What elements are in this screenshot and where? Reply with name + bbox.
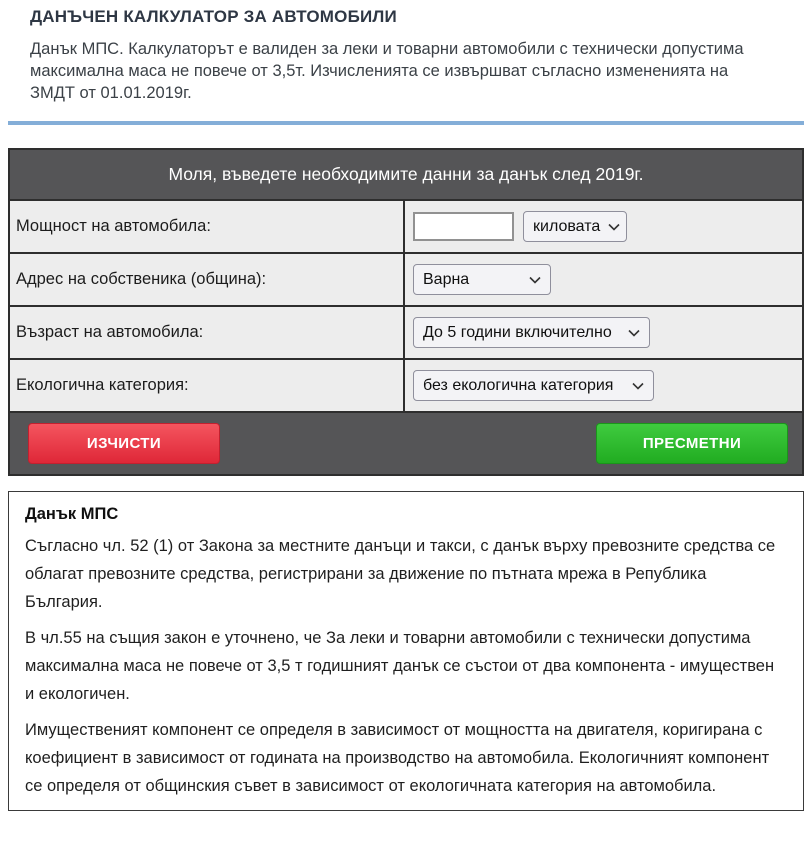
tax-form [8,148,804,476]
calculate-button[interactable]: ПРЕСМЕТНИ [596,423,788,464]
info-paragraph: В чл.55 на същия закон е уточнено, че За леки и товарни автомобили с технически допустима максимална маса не повече от 3,5 т годишният данък се състои от два компонента - имуществен и екологичен. [25,629,775,703]
eco-category-label: Екологична категория: [10,360,405,411]
eco-category-controls [405,360,802,411]
intro-section [0,0,812,104]
page-title: ДАНЪЧЕН КАЛКУЛАТОР ЗА АВТОМОБИЛИ [30,7,397,26]
form-header: Моля, въведете необходимите данни за данък след 2019г. [10,150,802,199]
power-unit-select[interactable] [523,211,627,242]
municipality-select[interactable] [413,264,551,295]
power-label: Мощност на автомобила: [10,201,405,252]
municipality-value: Варна [423,270,470,288]
intro-paragraph: Данък МПС. Калкулаторът е валиден за леки и товарни автомобили с технически допустима максимална маса не повече от 3,5т. Изчисленията се извършват съгласно измененията на ЗМДТ от 01.01.2019г. [30,40,744,102]
age-select[interactable] [413,317,650,348]
eco-category-select[interactable] [413,370,654,401]
section-divider [8,121,804,125]
form-row-power [10,199,802,252]
power-input[interactable] [413,212,514,241]
form-row-municipality [10,252,802,305]
municipality-controls [405,254,802,305]
eco-category-value: без екологична категория [423,376,614,394]
clear-button[interactable]: ИЗЧИСТИ [28,423,220,464]
power-unit-value: киловата [533,217,601,235]
chevron-down-icon [529,276,541,284]
age-controls [405,307,802,358]
info-paragraph: Имущественият компонент се определя в зависимост от мощността на двигателя, коригирана с коефициент в зависимост от годината на производство на автомобила. Екологичният компонент се определя от общинския съвет в зависимост от екологичната категория на автомобила. [25,721,770,795]
chevron-down-icon [632,382,644,390]
form-row-eco-category [10,358,802,411]
age-value: До 5 години включително [423,323,612,341]
age-label: Възраст на автомобила: [10,307,405,358]
form-row-age [10,305,802,358]
chevron-down-icon [608,223,620,231]
municipality-label: Адрес на собственика (община): [10,254,405,305]
info-box [8,491,804,811]
chevron-down-icon [628,329,640,337]
info-title: Данък МПС [25,505,119,523]
form-footer [10,411,802,474]
info-paragraph: Съгласно чл. 52 (1) от Закона за местните данъци и такси, с данък върху превозните средства се облагат превозните средства, регистрирани за движение по пътната мрежа в Република България. [25,537,776,611]
power-controls [405,201,802,252]
